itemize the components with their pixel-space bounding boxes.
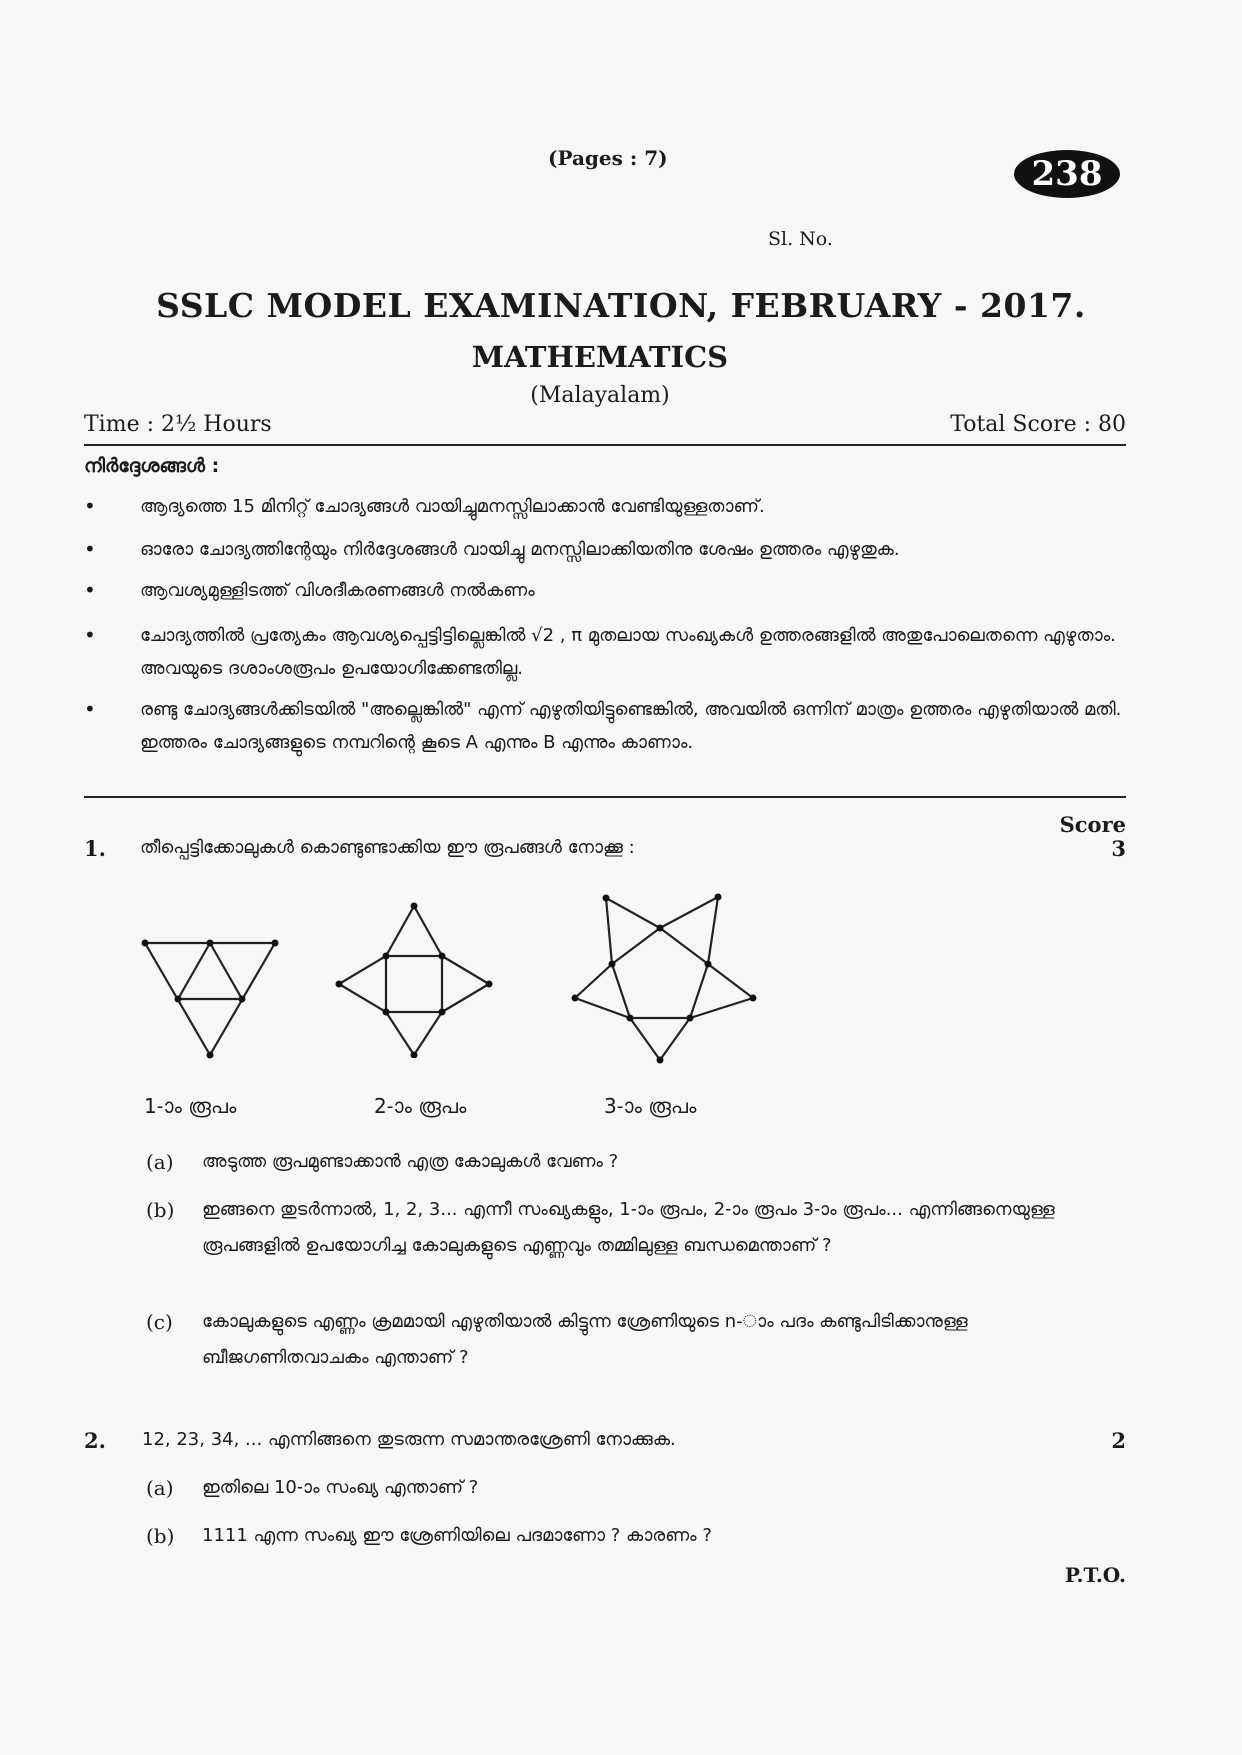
medium-label: (Malayalam) bbox=[530, 383, 670, 408]
instructions-heading: നിർദ്ദേശങ്ങൾ : bbox=[84, 455, 220, 477]
paper-code-badge: 238 bbox=[1014, 150, 1120, 198]
bullet: • bbox=[84, 494, 96, 518]
instruction-text: ചോദ്യത്തിൽ പ്രത്യേകം ആവശ്യപ്പെട്ടിട്ടില്ലെങ്കിൽ √2 , π മുതലായ സംഖ്യകൾ ഉത്തരങ്ങളിൽ അതുപോലെതന്നെ എഴുതാം. അവയുടെ ദശാംശരൂപം ഉപയോഗിക്കേണ്ടതില്ല. bbox=[140, 625, 1116, 679]
bullet: • bbox=[84, 697, 96, 721]
instruction-text: രണ്ടു ചോദ്യങ്ങൾക്കിടയിൽ "അല്ലെങ്കിൽ" എന്ന് എഴുതിയിട്ടുണ്ടെങ്കിൽ, അവയിൽ ഒന്നിന് മാത്രം ഉത്തരം എഴുതിയാൽ മതി. ഇത്തരം ചോദ്യങ്ങളുടെ നമ്പറിന്റെ കൂടെ A എന്നും B എന്നും കാണാം. bbox=[140, 699, 1122, 753]
instruction-item bbox=[84, 619, 1128, 685]
subpart-label: (c) bbox=[146, 1310, 173, 1334]
subpart-text: അടുത്ത രൂപമുണ്ടാക്കാൻ എത്ര കോലുകൾ വേണം ? bbox=[202, 1151, 619, 1172]
figure-1-label: 1-ാം രൂപം bbox=[144, 1094, 237, 1118]
question-text: 12, 23, 34, ... എന്നിങ്ങനെ തുടരുന്ന സമാന്തരശ്രേണി നോക്കുക. bbox=[142, 1429, 676, 1450]
subject-title: MATHEMATICS bbox=[471, 340, 729, 374]
subpart-text: ഇതിലെ 10-ാം സംഖ്യ എന്താണ് ? bbox=[202, 1477, 479, 1498]
subpart-label: (b) bbox=[146, 1524, 175, 1548]
instruction-item bbox=[84, 490, 1128, 523]
subpart-text: കോലുകളുടെ എണ്ണം ക്രമമായി എഴുതിയാൽ കിട്ടുന്ന ശ്രേണിയുടെ n-ാം പദം കണ്ടുപിടിക്കാനുള്ള ബീജഗണിതവാചകം എന്താണ് ? bbox=[202, 1311, 968, 1368]
instruction-item bbox=[84, 574, 1128, 607]
subpart-text: 1111 എന്ന സംഖ്യ ഈ ശ്രേണിയിലെ പദമാണോ ? കാരണം ? bbox=[202, 1525, 712, 1546]
instruction-text: ആവശ്യമുള്ളിടത്ത് വിശദീകരണങ്ങൾ നൽകണം bbox=[140, 580, 535, 601]
question-text: തീപ്പെട്ടിക്കോലുകൾ കൊണ്ടുണ്ടാക്കിയ ഈ രൂപങ്ങൾ നോക്കൂ : bbox=[140, 837, 635, 858]
time-label: Time : 2½ Hours bbox=[84, 412, 272, 437]
instructions-divider bbox=[84, 796, 1126, 798]
instruction-text: ഓരോ ചോദ്യത്തിന്റേയും നിർദ്ദേശങ്ങൾ വായിച്ചു മനസ്സിലാക്കിയതിനു ശേഷം ഉത്തരം എഴുതുക. bbox=[140, 539, 900, 560]
figure-1-matchstick-triangle bbox=[140, 935, 290, 1065]
page-turn-over: P.T.O. bbox=[1064, 1563, 1126, 1587]
bullet: • bbox=[84, 623, 96, 647]
page-count: (Pages : 7) bbox=[548, 146, 668, 170]
total-score-label: Total Score : 80 bbox=[950, 412, 1126, 437]
instruction-item bbox=[84, 533, 1128, 566]
figure-2-matchstick-square bbox=[334, 898, 494, 1058]
bullet: • bbox=[84, 578, 96, 602]
exam-title: SSLC MODEL EXAMINATION, FEBRUARY - 2017. bbox=[156, 286, 1086, 325]
subpart-label: (a) bbox=[146, 1476, 174, 1500]
figure-3-label: 3-ാം രൂപം bbox=[604, 1094, 697, 1118]
instruction-item bbox=[84, 693, 1128, 759]
score-column-heading: Score bbox=[1059, 812, 1126, 837]
question-number: 2. bbox=[84, 1428, 106, 1453]
question-score: 2 bbox=[1111, 1428, 1126, 1453]
figure-3-matchstick-pentagon bbox=[570, 890, 760, 1065]
bullet: • bbox=[84, 537, 96, 561]
subpart-text: ഇങ്ങനെ തുടർന്നാൽ, 1, 2, 3... എന്നീ സംഖ്യകളും, 1-ാം രൂപം, 2-ാം രൂപം 3-ാം രൂപം... എന്നിങ്ങനെയുള്ള രൂപങ്ങളിൽ ഉപയോഗിച്ച കോലുകളുടെ എണ്ണവും തമ്മിലുള്ള ബന്ധമെന്താണ് ? bbox=[202, 1199, 1055, 1256]
header-divider bbox=[84, 444, 1126, 446]
subpart-label: (b) bbox=[146, 1198, 175, 1222]
instruction-text: ആദ്യത്തെ 15 മിനിറ്റ് ചോദ്യങ്ങൾ വായിച്ചുമനസ്സിലാക്കാൻ വേണ്ടിയുള്ളതാണ്. bbox=[140, 496, 765, 517]
serial-number-label: Sl. No. bbox=[768, 228, 833, 250]
question-score: 3 bbox=[1111, 836, 1126, 861]
subpart-label: (a) bbox=[146, 1150, 174, 1174]
question-number: 1. bbox=[84, 836, 106, 861]
figure-2-label: 2-ാം രൂപം bbox=[374, 1094, 467, 1118]
